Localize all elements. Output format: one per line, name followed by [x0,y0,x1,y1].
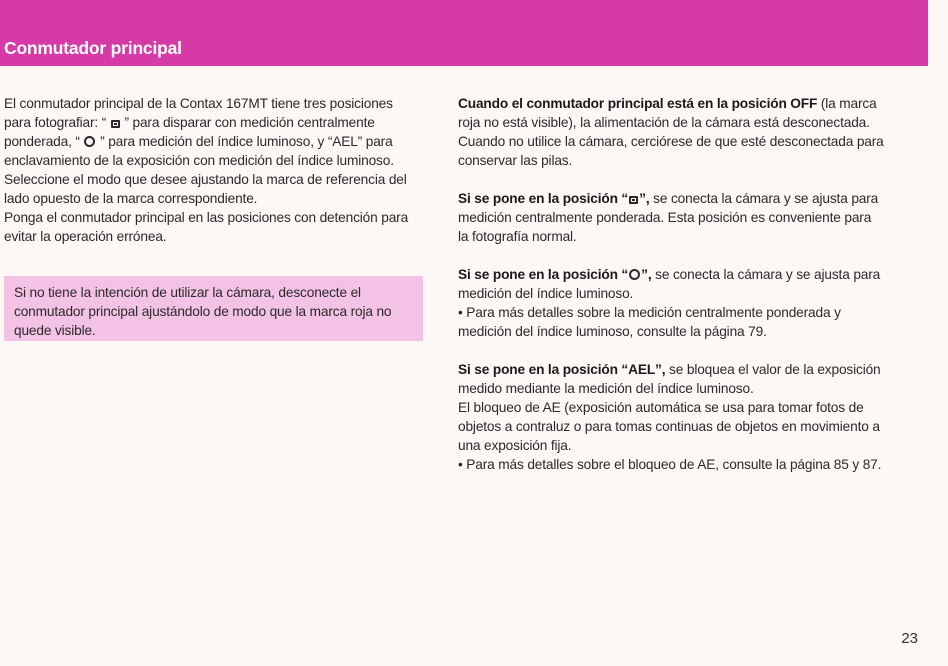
spot-heading-a: Si se pone en la posición “ [458,267,629,282]
ael-bullet: • Para más detalles sobre el bloqueo de AE, consulte la página 85 y 87. [458,457,882,472]
spot-heading-b: ”, [641,267,652,282]
detent-paragraph: Ponga el conmutador principal en las posiciones con detención para evitar la operación errónea. [4,210,409,244]
spot-bullet: • Para más detalles sobre la medición centralmente ponderada y medición del índice luminoso, consulte la página 79. [458,305,841,339]
off-section [458,94,884,170]
intro-paragraph [4,94,416,208]
matrix-body: se conecta la cámara y se ajusta para medición centralmente ponderada. Esta posición es conveniente para la fotografía normal. [458,191,879,244]
spot-metering-icon [84,136,95,147]
right-column [458,94,884,493]
center-weighted-metering-icon [111,120,120,128]
spot-section [458,265,884,341]
note-text: Si no tiene la intención de utilizar la cámara, desconecte el conmutador principal ajustándolo de modo que la marca roja no quede visible. [14,285,392,338]
center-weighted-metering-icon [629,196,638,204]
ael-paragraph-2: El bloqueo de AE (exposición automática se usa para tomar fotos de objetos a contraluz o para tomas continuas de objetos en movimiento a una exposición fija. [458,400,880,453]
note-box [4,276,423,341]
page-number: 23 [901,630,918,647]
off-heading: Cuando el conmutador principal está en la posición OFF [458,96,818,111]
section-title: Conmutador principal [4,38,182,58]
left-column [4,94,416,246]
ael-section [458,360,884,474]
intro-text-3: ” para medición del índice luminoso, y “AEL” para enclavamiento de la exposición con medición del índice luminoso. Seleccione el modo que desee ajustando la marca de referencia del lado opuesto de la marca correspondiente. [4,134,407,206]
matrix-heading-b: ”, [639,191,650,206]
matrix-section [458,189,884,246]
ael-paragraph [458,360,884,398]
intro-text-2: ” para disparar con medición centralmente ponderada, “ [4,115,375,149]
intro-text-1: El conmutador principal de la Contax 167MT tiene tres posiciones para fotografiar: “ [4,96,393,130]
spot-metering-icon [629,269,640,280]
spot-body: se conecta la cámara y se ajusta para medición del índice luminoso. [458,267,881,301]
off-body: (la marca roja no está visible), la alimentación de la cámara está desconectada. Cuando no utilice la cámara, cerciórese de que esté desconectada para conservar las pilas. [458,96,884,168]
section-header-bar [0,0,928,66]
ael-body: se bloquea el valor de la exposición medido mediante la medición del índice luminoso. [458,362,881,396]
ael-heading: Si se pone en la posición “AEL”, [458,362,666,377]
spot-paragraph [458,265,884,303]
matrix-heading-a: Si se pone en la posición “ [458,191,629,206]
